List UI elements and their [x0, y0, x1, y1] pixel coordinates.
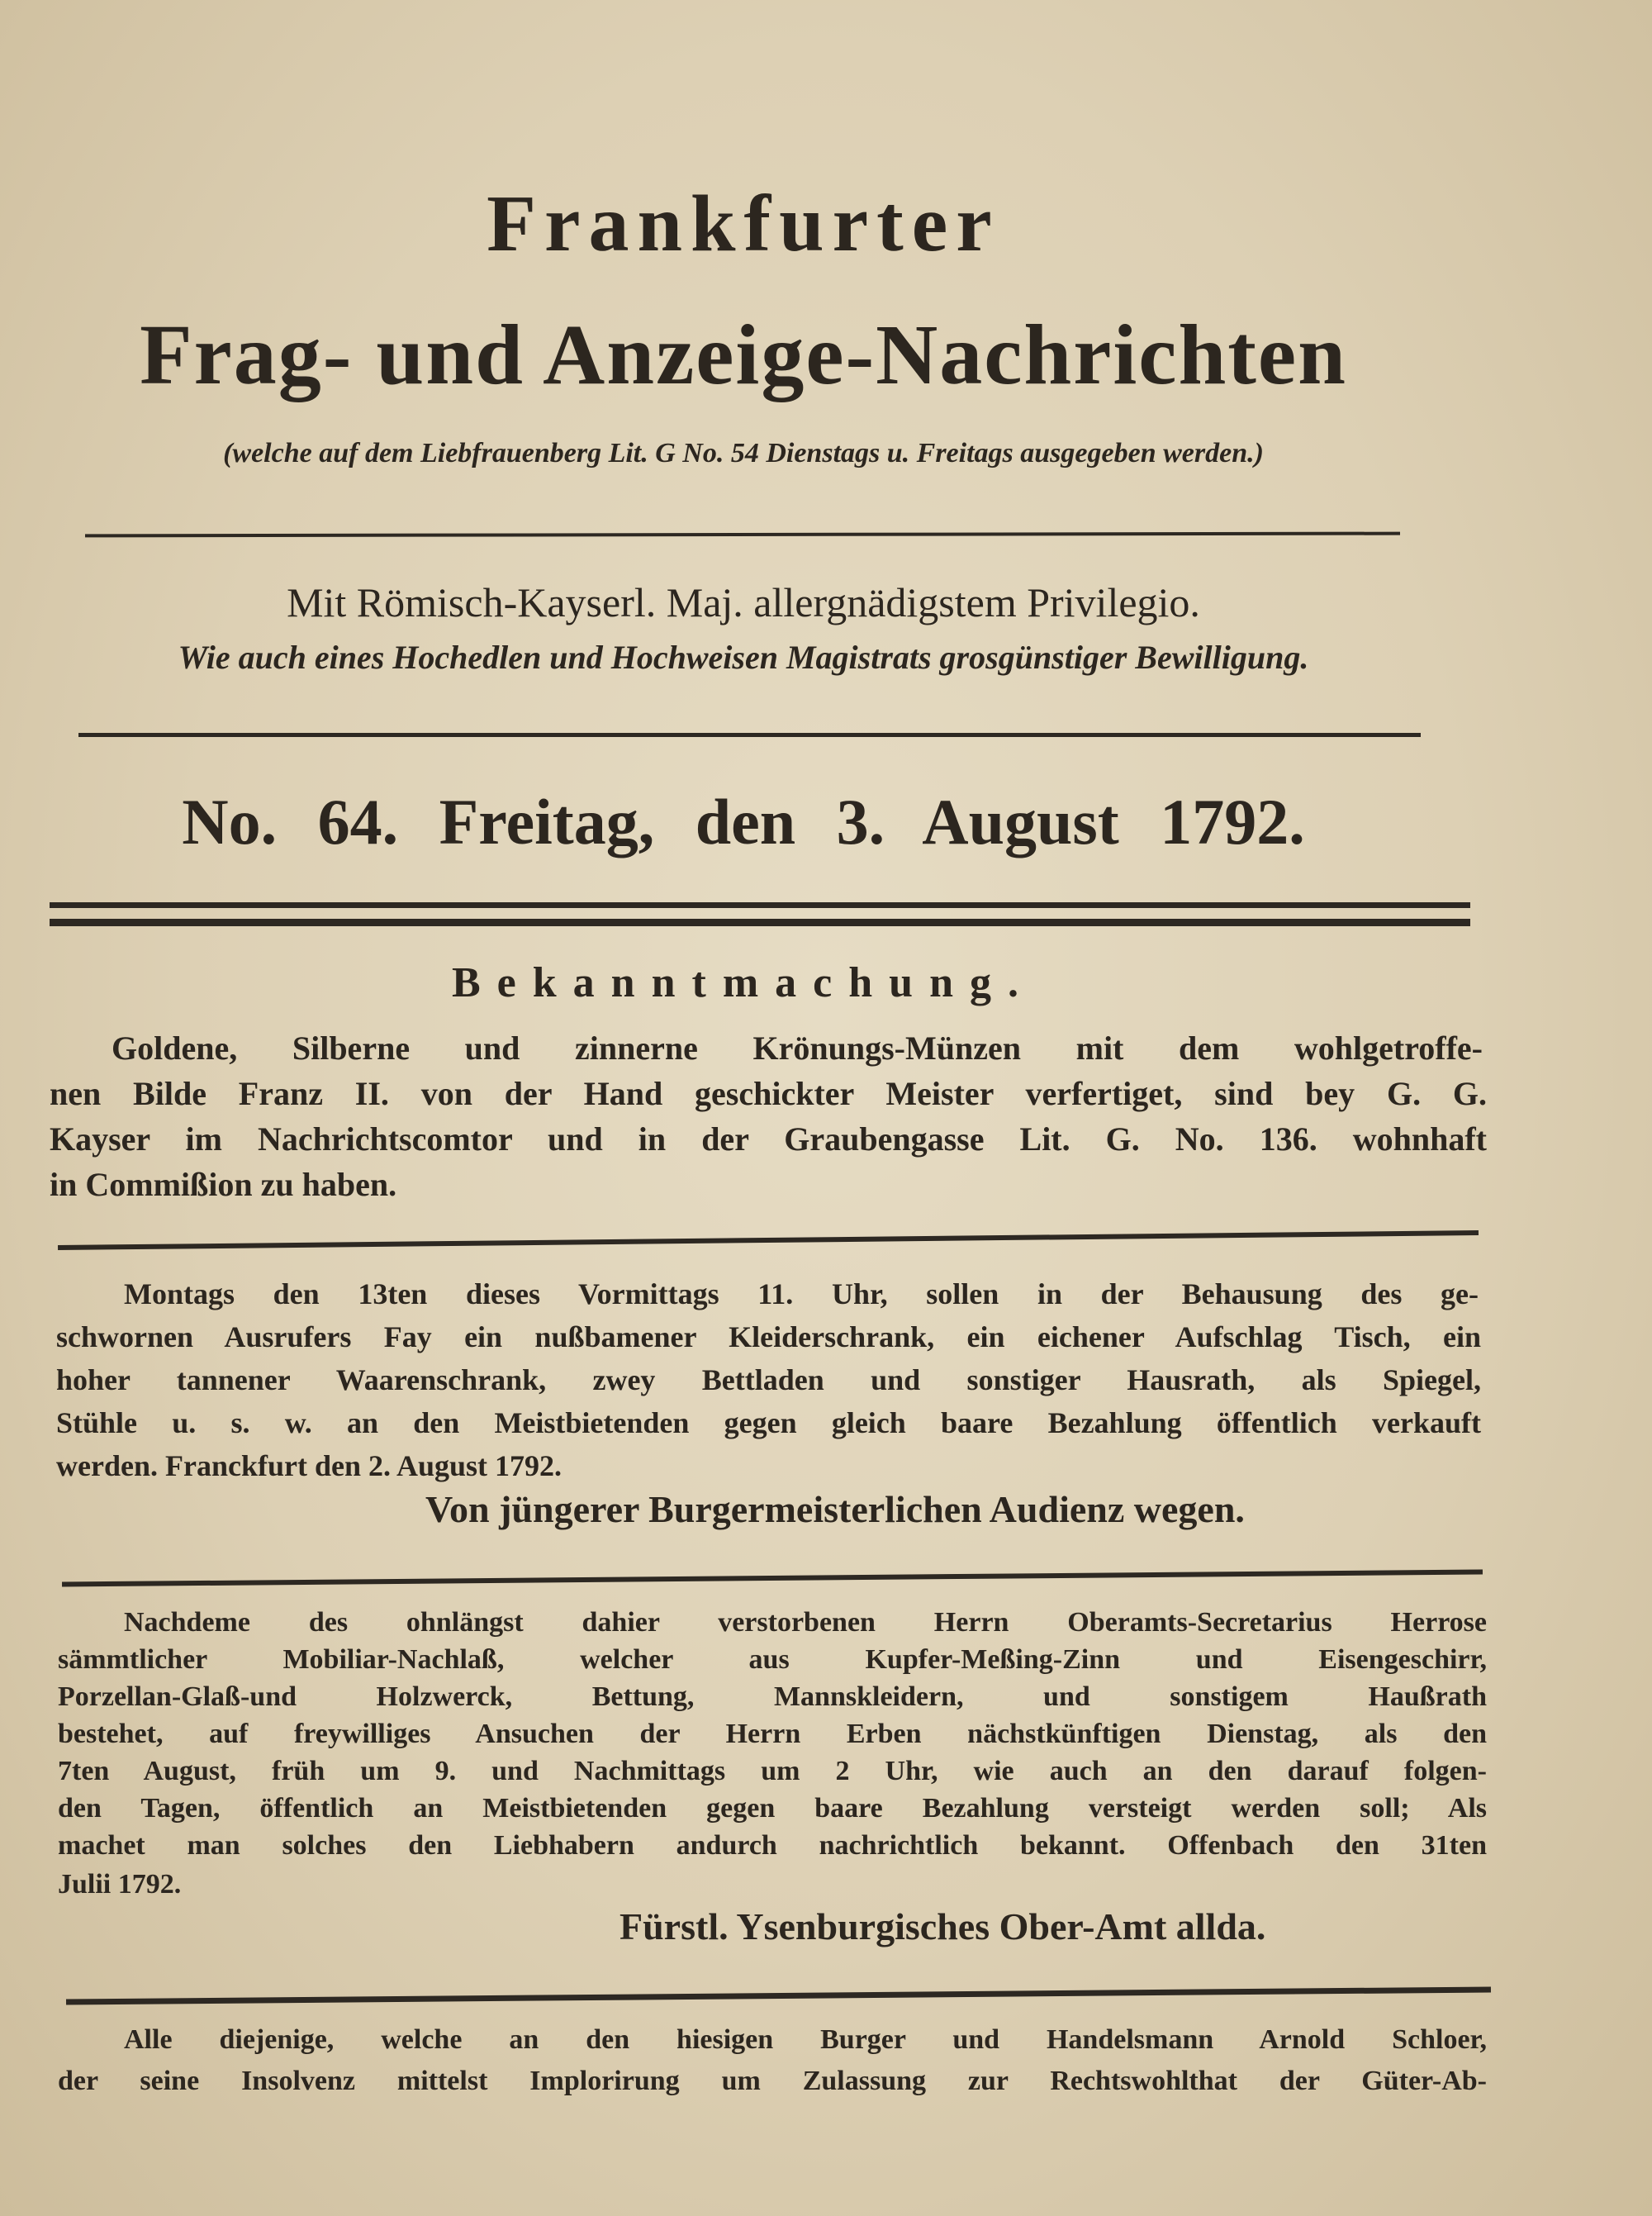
article-line: Porzellan-Glaß-und Holzwerck, Bettung, Mannskleidern, und sonstigem Haußrath: [58, 1681, 1487, 1712]
divider: [85, 532, 1400, 538]
article-line: werden. Franckfurt den 2. August 1792.: [56, 1449, 563, 1482]
privilege-line1: Mit Römisch-Kayserl. Maj. allergnädigstem Privilegio.: [287, 579, 1200, 625]
masthead-subtitle: (welche auf dem Liebfrauenberg Lit. G No. 54 Dienstags u. Freitags ausgegeben werden.): [223, 438, 1264, 468]
privilege-line2: Wie auch eines Hochedlen und Hochweisen Magistrats grosgünstiger Bewilligung.: [178, 639, 1309, 676]
divider: [66, 1986, 1491, 2004]
article-heading: Bekanntmachung.: [452, 959, 1035, 1006]
article-line: machet man solches den Liebhabern andurch nachrichtlich bekannt. Offenbach den 31ten: [58, 1830, 1487, 1861]
divider: [58, 1230, 1479, 1250]
divider: [62, 1569, 1483, 1586]
article-line: der seine Insolvenz mittelst Implorirung um Zulassung zur Rechtswohlthat der Güter-Ab-: [58, 2066, 1487, 2096]
article-signature: Von jüngerer Burgermeisterlichen Audienz wegen.: [425, 1488, 1245, 1530]
article-line: in Commißion zu haben.: [50, 1166, 397, 1203]
article-line: Alle diejenige, welche an den hiesigen Burger und Handelsmann Arnold Schloer,: [124, 2024, 1487, 2055]
article-line: den Tagen, öffentlich an Meistbietenden gegen baare Bezahlung versteigt werden soll; Als: [58, 1793, 1487, 1824]
article-line: Montags den 13ten dieses Vormittags 11. Uhr, sollen in der Behausung des ge-: [124, 1277, 1479, 1310]
issue-line: [0, 785, 1487, 859]
divider: [78, 733, 1421, 737]
masthead-title-line1: Frankfurter: [487, 179, 1000, 269]
article-signature: Fürstl. Ysenburgisches Ober-Amt allda.: [620, 1905, 1266, 1947]
article-line: Goldene, Silberne und zinnerne Krönungs-Münzen mit dem wohlgetroffe-: [112, 1030, 1483, 1067]
article-line: sämmtlicher Mobiliar-Nachlaß, welcher aus Kupfer-Meßing-Zinn und Eisengeschirr,: [58, 1644, 1487, 1675]
double-rule-top: [50, 902, 1470, 908]
article-line: 7ten August, früh um 9. und Nachmittags um 2 Uhr, wie auch an den darauf folgen-: [58, 1756, 1487, 1786]
article-line: Stühle u. s. w. an den Meistbietenden gegen gleich baare Bezahlung öffentlich verkauft: [56, 1406, 1481, 1439]
double-rule-bottom: [50, 919, 1470, 926]
article-line: Kayser im Nachrichtscomtor und in der Graubengasse Lit. G. No. 136. wohnhaft: [50, 1120, 1487, 1158]
article-line: schwornen Ausrufers Fay ein nußbamener Kleiderschrank, ein eichener Aufschlag Tisch, ein: [56, 1320, 1481, 1353]
article-line: bestehet, auf freywilliges Ansuchen der Herrn Erben nächstkünftigen Dienstag, als den: [58, 1719, 1487, 1749]
article-line: nen Bilde Franz II. von der Hand geschickter Meister verfertiget, sind bey G. G.: [50, 1075, 1487, 1112]
article-line: hoher tannener Waarenschrank, zwey Bettladen und sonstiger Hausrath, als Spiegel,: [56, 1363, 1481, 1396]
article-line: Nachdeme des ohnlängst dahier verstorbenen Herrn Oberamts-Secretarius Herrose: [124, 1607, 1487, 1638]
article-line: Julii 1792.: [58, 1869, 182, 1900]
issue-number: No. 64.: [182, 786, 399, 858]
masthead-title-line2: Frag- und Anzeige-Nachrichten: [140, 307, 1347, 402]
issue-date: Freitag, den 3. August 1792.: [439, 786, 1305, 858]
